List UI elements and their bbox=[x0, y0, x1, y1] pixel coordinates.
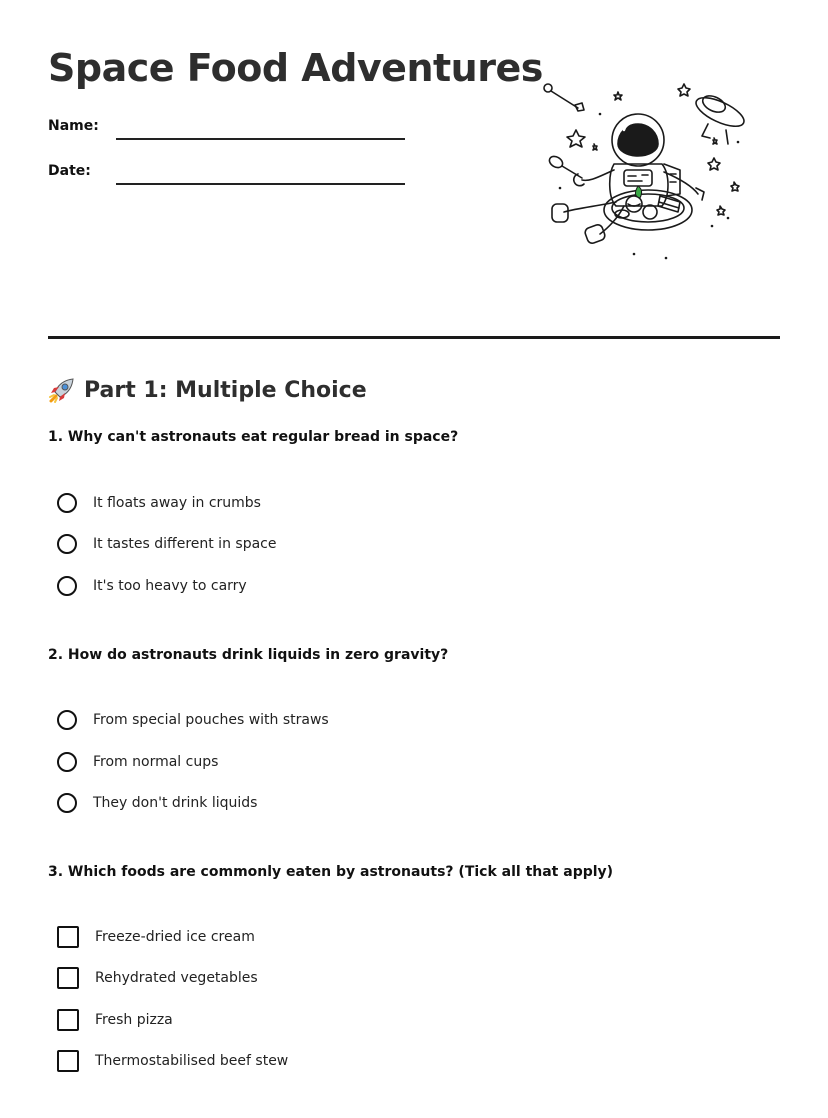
food-tray-icon bbox=[604, 186, 692, 230]
question-2-option-2[interactable] bbox=[57, 749, 218, 775]
option-label: Freeze-dried ice cream bbox=[95, 929, 255, 945]
question-2-option-1[interactable] bbox=[57, 707, 329, 733]
question-3-option-2[interactable] bbox=[57, 965, 258, 991]
date-input-line[interactable] bbox=[116, 183, 405, 185]
checkbox[interactable] bbox=[57, 926, 79, 948]
option-label: From normal cups bbox=[93, 754, 219, 770]
radio-button[interactable] bbox=[57, 752, 77, 772]
option-label: It floats away in crumbs bbox=[93, 495, 261, 511]
rocket-icon bbox=[48, 376, 76, 404]
question-1-option-1[interactable] bbox=[57, 490, 261, 516]
radio-button[interactable] bbox=[57, 534, 77, 554]
option-label: From special pouches with straws bbox=[93, 712, 329, 728]
checkbox[interactable] bbox=[57, 1050, 79, 1072]
option-label: Thermostabilised beef stew bbox=[95, 1053, 289, 1069]
question-2: 2. How do astronauts drink liquids in zero gravity? bbox=[48, 647, 449, 663]
question-1-option-2[interactable] bbox=[57, 531, 276, 557]
section-divider bbox=[48, 336, 780, 339]
date-field bbox=[48, 163, 408, 187]
option-label: Rehydrated vegetables bbox=[95, 970, 258, 986]
question-3-option-3[interactable] bbox=[57, 1007, 173, 1033]
worksheet-title: Space Food Adventures bbox=[48, 46, 543, 90]
checkbox[interactable] bbox=[57, 1009, 79, 1031]
option-label: They don't drink liquids bbox=[93, 795, 258, 811]
name-input-line[interactable] bbox=[116, 138, 405, 140]
radio-button[interactable] bbox=[57, 793, 77, 813]
question-3-option-4[interactable] bbox=[57, 1048, 288, 1074]
astronaut-eating-icon bbox=[538, 78, 754, 266]
radio-button[interactable] bbox=[57, 576, 77, 596]
section-heading bbox=[48, 374, 367, 406]
question-1: 1. Why can't astronauts eat regular bread in space? bbox=[48, 429, 459, 445]
wrench-icon bbox=[544, 84, 584, 111]
question-3-option-1[interactable] bbox=[57, 924, 255, 950]
question-2-option-3[interactable] bbox=[57, 790, 257, 816]
spaceship-icon bbox=[692, 92, 748, 144]
name-field bbox=[48, 118, 408, 142]
checkbox[interactable] bbox=[57, 967, 79, 989]
question-1-option-3[interactable] bbox=[57, 573, 247, 599]
option-label: Fresh pizza bbox=[95, 1012, 173, 1028]
radio-button[interactable] bbox=[57, 493, 77, 513]
date-label: Date: bbox=[48, 163, 91, 179]
radio-button[interactable] bbox=[57, 710, 77, 730]
question-3: 3. Which foods are commonly eaten by astronauts? (Tick all that apply) bbox=[48, 864, 614, 880]
option-label: It tastes different in space bbox=[93, 536, 277, 552]
option-label: It's too heavy to carry bbox=[93, 578, 247, 594]
astronaut-helmet bbox=[612, 114, 664, 166]
name-label: Name: bbox=[48, 118, 99, 134]
section-title: Part 1: Multiple Choice bbox=[84, 377, 367, 403]
